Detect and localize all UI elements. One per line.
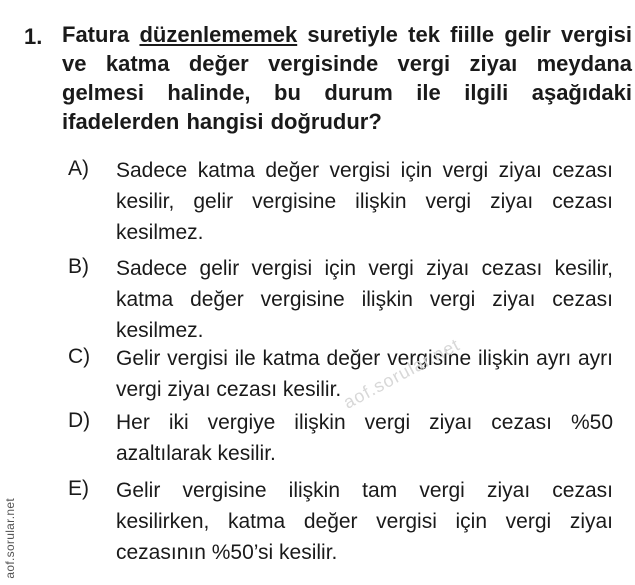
option-b-label: B) bbox=[68, 255, 89, 278]
option-c-label: C) bbox=[68, 345, 91, 368]
option-e-label: E) bbox=[68, 477, 89, 500]
option-c-text: Gelir vergisi ile katma değer vergisine ilişkin ayrı ayrı vergi ziyaı cezası kesilir. bbox=[116, 347, 613, 401]
center-watermark: aof.sorular.net bbox=[340, 334, 464, 413]
question-number: 1. bbox=[24, 24, 43, 49]
option-a-text: Sadece katma değer vergisi için vergi ziyaı cezası kesilir, gelir vergisine ilişkin vergi ziyaı cezası kesilmez. bbox=[116, 159, 613, 244]
question-text-before: Fatura bbox=[62, 22, 140, 47]
option-a-label: A) bbox=[68, 157, 89, 180]
question-text bbox=[62, 20, 632, 136]
option-d-text: Her iki vergiye ilişkin vergi ziyaı cezası %50 azaltılarak kesilir. bbox=[116, 411, 613, 465]
side-watermark: aof.sorular.net bbox=[3, 498, 17, 579]
option-e-text: Gelir vergisine ilişkin tam vergi ziyaı cezası kesilirken, katma değer vergisi için vergi ziyaı cezasının %50’si kesilir. bbox=[116, 479, 613, 564]
question-text-after: suretiyle tek fiille gelir vergisi ve katma değer vergisinde vergi ziyaı meydana gelmesi halinde, bu durum ile ilgili aşağıdaki ifadelerden hangisi doğrudur? bbox=[62, 22, 632, 134]
option-b-text: Sadece gelir vergisi için vergi ziyaı cezası kesilir, katma değer vergisine ilişkin vergi ziyaı cezası kesilmez. bbox=[116, 257, 613, 342]
question-text-underlined: düzenlememek bbox=[139, 22, 298, 47]
option-d-label: D) bbox=[68, 409, 91, 432]
